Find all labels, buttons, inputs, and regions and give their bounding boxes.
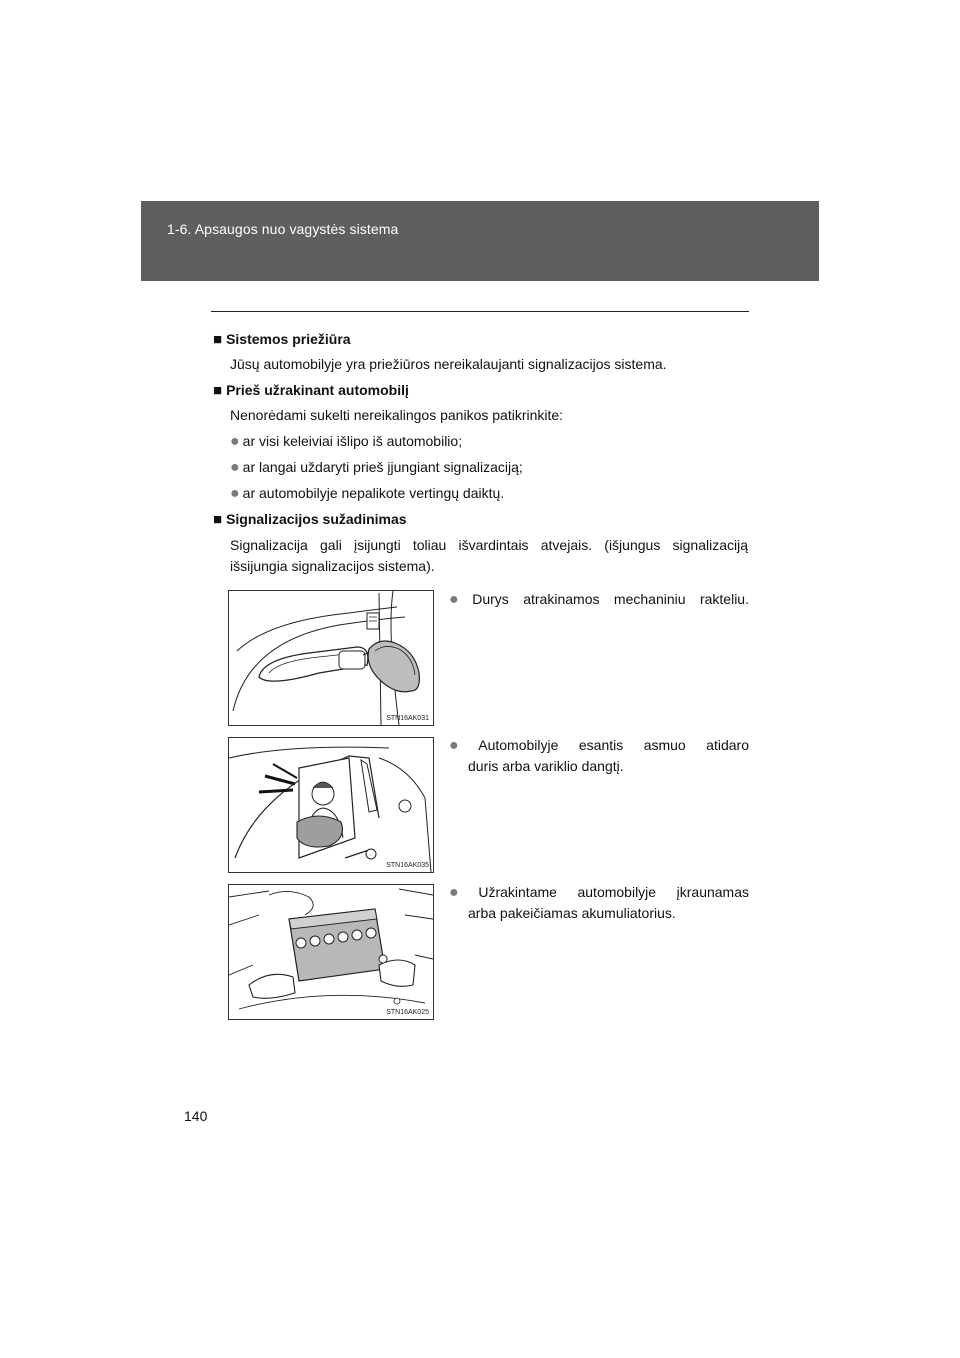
person-door-drawing bbox=[229, 738, 433, 872]
circle-bullet-icon: ● bbox=[230, 485, 240, 502]
maintenance-text: Jūsų automobilyje yra priežiūros nereikalaujanti signalizacijos sistema. bbox=[230, 356, 667, 372]
page-number: 140 bbox=[184, 1108, 208, 1124]
circle-bullet-icon: ● bbox=[449, 884, 476, 901]
circle-bullet-icon: ● bbox=[230, 459, 240, 476]
section-divider bbox=[211, 311, 749, 312]
square-bullet-icon: ■ bbox=[213, 382, 223, 399]
before-locking-text: Nenorėdami sukelti nereikalingos panikos patikrinkite: bbox=[230, 407, 564, 423]
figure-code: STN16AK031 bbox=[386, 715, 429, 722]
person-opening-door-illustration bbox=[228, 737, 434, 873]
figure-caption: ● Durys atrakinamos mechaniniu rakteliu. bbox=[449, 591, 749, 608]
chapter-header-band bbox=[141, 201, 819, 281]
figure-caption: ● Automobilyje esantis asmuo atidaro duris arba variklio dangtį. bbox=[449, 737, 749, 774]
figure-code: STN16AK025 bbox=[386, 1009, 429, 1016]
door-key-illustration bbox=[228, 590, 434, 726]
section-heading-alarm-triggering: ■ Signalizacijos sužadinimas bbox=[213, 511, 407, 528]
section-heading-before-locking: ■ Prieš užrakinant automobilį bbox=[213, 382, 409, 399]
door-key-drawing bbox=[229, 591, 433, 725]
circle-bullet-icon: ● bbox=[449, 591, 470, 608]
alarm-triggering-text: Signalizacija gali įsijungti toliau išvardintais atvejais. (išjungus signalizaciją išsijungia signalizacijos sistema). bbox=[230, 537, 748, 574]
list-item: ● ar langai uždaryti prieš įjungiant signalizaciją; bbox=[230, 459, 523, 476]
square-bullet-icon: ■ bbox=[213, 331, 223, 348]
battery-illustration bbox=[228, 884, 434, 1020]
list-item: ● ar visi keleiviai išlipo iš automobilio; bbox=[230, 433, 463, 450]
chapter-title: 1-6. Apsaugos nuo vagystės sistema bbox=[167, 221, 399, 237]
circle-bullet-icon: ● bbox=[230, 433, 240, 450]
figure-code: STN16AK035 bbox=[386, 862, 429, 869]
list-item: ● ar automobilyje nepalikote vertingų daiktų. bbox=[230, 485, 505, 502]
circle-bullet-icon: ● bbox=[449, 737, 476, 754]
section-heading-maintenance: ■ Sistemos priežiūra bbox=[213, 331, 351, 348]
battery-drawing bbox=[229, 885, 433, 1019]
figure-caption: ● Užrakintame automobilyje įkraunamas arba pakeičiamas akumuliatorius. bbox=[449, 884, 750, 921]
square-bullet-icon: ■ bbox=[213, 511, 223, 528]
